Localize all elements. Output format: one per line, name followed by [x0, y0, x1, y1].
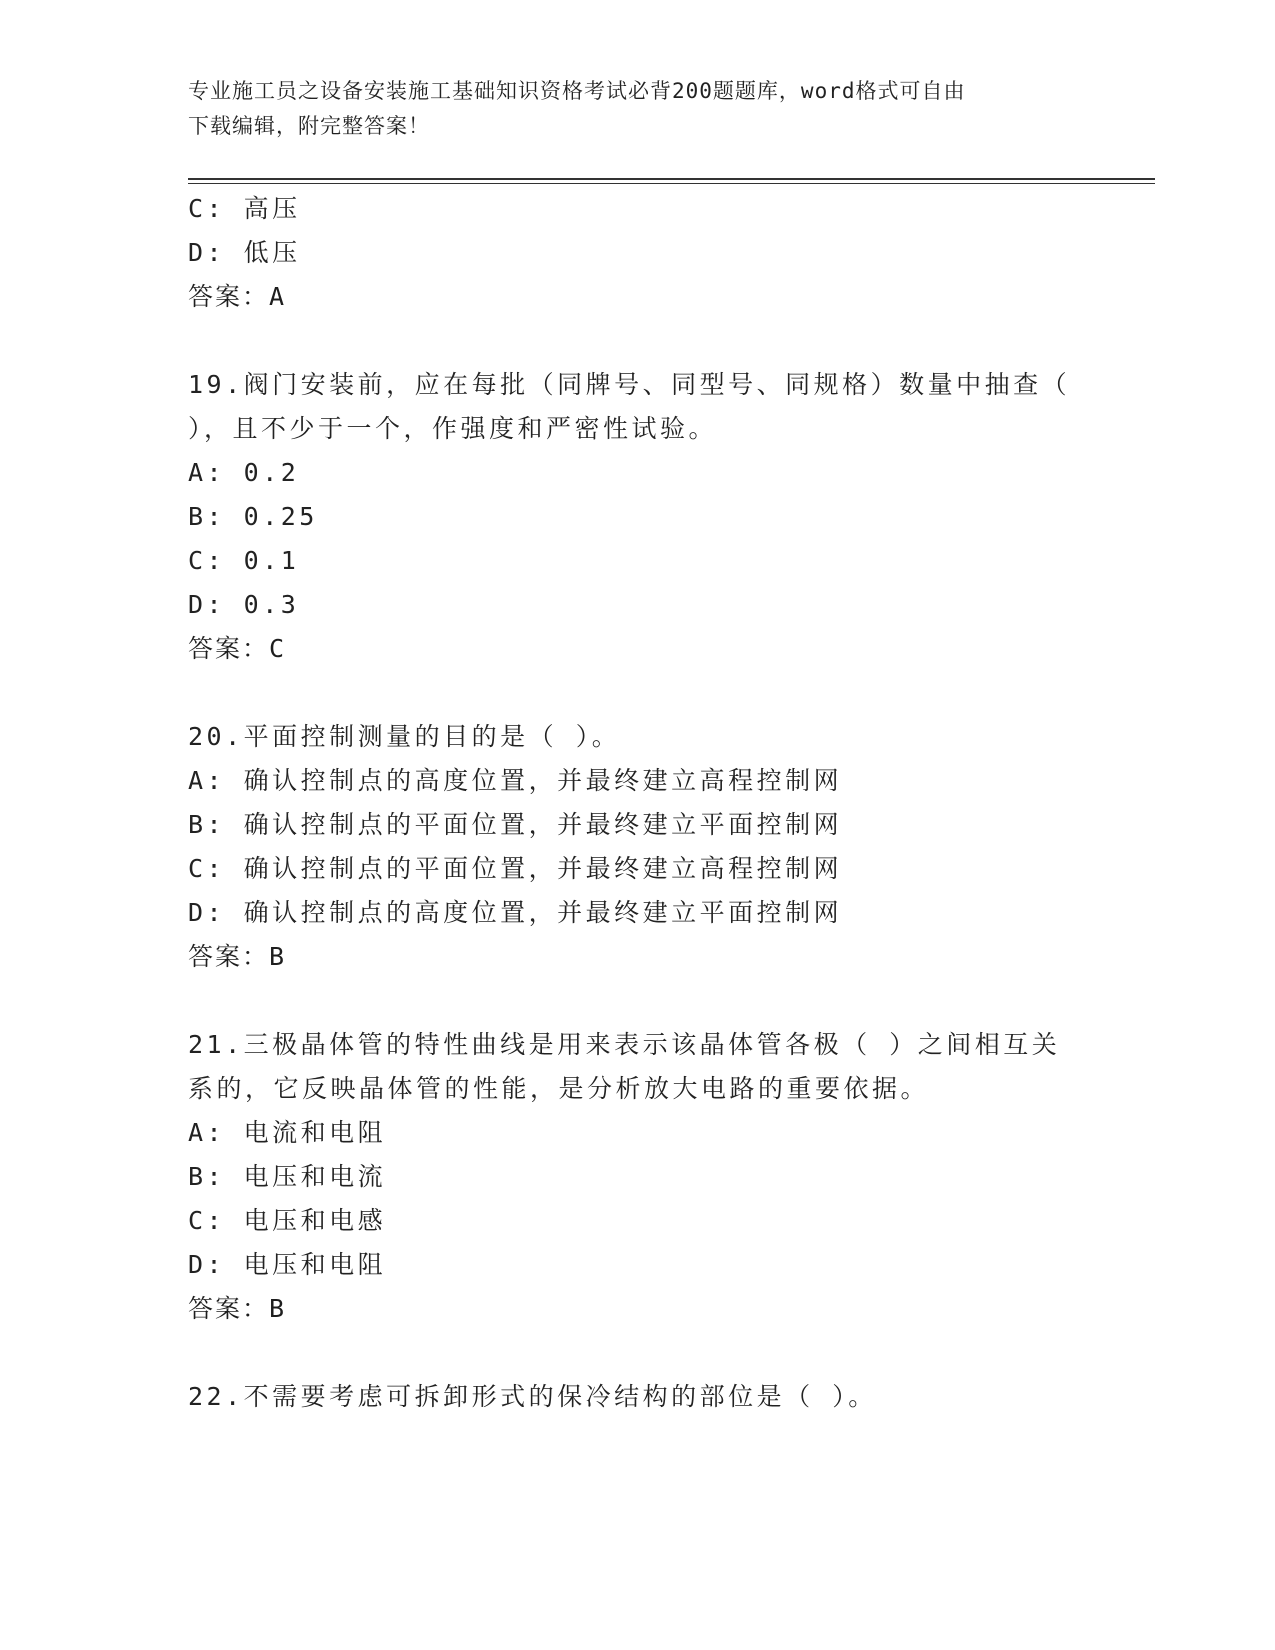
document-header [188, 74, 1088, 144]
q20-option-a: A: 确认控制点的高度位置，并最终建立高程控制网 [188, 766, 843, 795]
q22-stem-line-1: 22.不需要考虑可拆卸形式的保冷结构的部位是（ ）。 [188, 1382, 877, 1411]
q21-answer: 答案：B [188, 1294, 287, 1323]
q20-stem-line-1: 20.平面控制测量的目的是（ ）。 [188, 722, 621, 751]
q19-answer: 答案：C [188, 634, 287, 663]
prev-answer: 答案：A [188, 282, 287, 311]
header-line-1: 专业施工员之设备安装施工基础知识资格考试必背200题题库，word格式可自由 [188, 79, 966, 103]
q20-option-c: C: 确认控制点的平面位置，并最终建立高程控制网 [188, 854, 843, 883]
q21-stem-line-2: 系的，它反映晶体管的性能，是分析放大电路的重要依据。 [188, 1074, 930, 1103]
q20-answer: 答案：B [188, 942, 287, 971]
q21-option-b: B: 电压和电流 [188, 1162, 387, 1191]
q21-stem-line-1: 21.三极晶体管的特性曲线是用来表示该晶体管各极（ ）之间相互关 [188, 1030, 1061, 1059]
header-line-2: 下载编辑，附完整答案！ [188, 114, 430, 138]
prev-option-d: D: 低压 [188, 238, 301, 267]
q21-option-c: C: 电压和电感 [188, 1206, 387, 1235]
q20-option-b: B: 确认控制点的平面位置，并最终建立平面控制网 [188, 810, 843, 839]
q19-option-d: D: 0.3 [188, 590, 300, 619]
q21-option-a: A: 电流和电阻 [188, 1118, 387, 1147]
header-divider-thin [188, 183, 1155, 184]
header-divider-thick [188, 178, 1155, 180]
prev-option-c: C: 高压 [188, 194, 301, 223]
q19-stem-line-2: ），且不少于一个，作强度和严密性试验。 [188, 414, 718, 443]
q20-option-d: D: 确认控制点的高度位置，并最终建立平面控制网 [188, 898, 843, 927]
q19-option-a: A: 0.2 [188, 458, 300, 487]
q19-option-c: C: 0.1 [188, 546, 300, 575]
q19-option-b: B: 0.25 [188, 502, 318, 531]
q21-option-d: D: 电压和电阻 [188, 1250, 387, 1279]
q19-stem-line-1: 19.阀门安装前，应在每批（同牌号、同型号、同规格）数量中抽查（ [188, 370, 1071, 399]
